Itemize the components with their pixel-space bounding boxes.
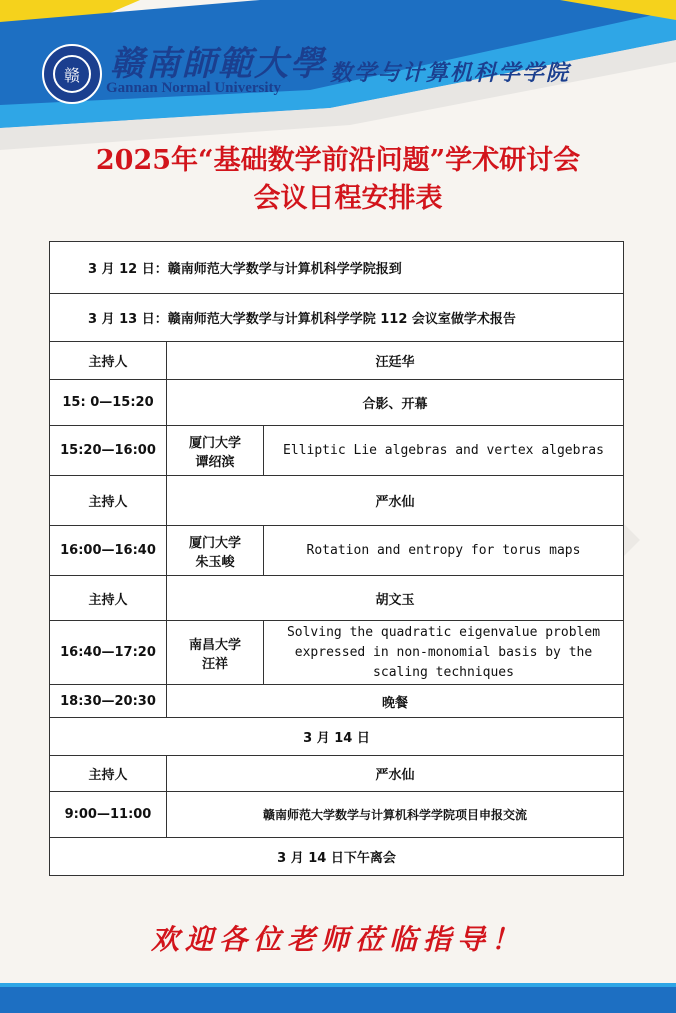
university-name-en: Gannan Normal University [106,80,282,96]
time-cell: 15:20—16:00 [50,426,167,476]
table-row [50,526,624,576]
time-cell: 16:40—17:20 [50,621,167,685]
table-row [50,685,624,718]
speaker-cell [167,426,264,476]
event-cell: 合影、开幕 [167,380,624,426]
chair-label: 主持人 [50,756,167,792]
table-row [50,838,624,876]
day1-registration: 3 月 12 日：赣南师范大学数学与计算机科学学院报到 [50,242,624,294]
speaker-org: 南昌大学 [188,637,241,653]
chair-name: 胡文玉 [167,576,624,621]
day2-venue: 3 月 13 日：赣南师范大学数学与计算机科学学院 112 会议室做学术报告 [50,294,624,342]
table-row [50,792,624,838]
conference-title: 2025年“基础数学前沿问题”学术研讨会 [95,145,581,176]
day3-heading: 3 月 14 日 [50,718,624,756]
table-row [50,476,624,526]
time-cell: 16:00—16:40 [50,526,167,576]
table-row [50,342,624,380]
speaker-name: 朱玉峻 [195,554,235,570]
seal-inner-ring [53,55,91,93]
college-name: 数学与计算机科学学院 [330,60,571,86]
talk-title: Rotation and entropy for torus maps [264,526,624,576]
table-row [50,380,624,426]
speaker-org: 厦门大学 [188,535,241,551]
table-row [50,576,624,621]
bottom-blue-bar [0,987,676,1013]
chair-name: 汪廷华 [167,342,624,380]
university-name-cn: 赣南師範大學 [110,44,326,84]
bottom-light-bar [0,983,676,987]
departure-cell: 3 月 14 日下午离会 [50,838,624,876]
table-row [50,426,624,476]
table-row [50,294,624,342]
speaker-name: 汪祥 [201,656,228,672]
table-row [50,621,624,685]
time-cell: 15: 0—15:20 [50,380,167,426]
chair-label: 主持人 [50,342,167,380]
chair-name: 严水仙 [167,756,624,792]
talk-title: Elliptic Lie algebras and vertex algebras [264,426,624,476]
speaker-cell [167,621,264,685]
speaker-cell [167,526,264,576]
time-cell: 18:30—20:30 [50,685,167,718]
schedule-table [49,241,624,876]
university-seal-logo [42,44,102,104]
chair-label: 主持人 [50,476,167,526]
chair-label: 主持人 [50,576,167,621]
event-cell: 赣南师范大学数学与计算机科学学院项目申报交流 [167,792,624,838]
time-cell: 9:00—11:00 [50,792,167,838]
table-row [50,756,624,792]
speaker-name: 谭绍滨 [195,454,235,470]
chair-name: 严水仙 [167,476,624,526]
table-row [50,718,624,756]
talk-title: Solving the quadratic eigenvalue problem expressed in non-monomial basis by the scaling techniques [264,621,624,685]
table-row [50,242,624,294]
schedule-title: 会议日程安排表 [253,183,443,214]
welcome-slogan: 欢迎各位老师莅临指导！ [150,923,525,956]
seal-glyph: 赣 [63,65,80,85]
speaker-org: 厦门大学 [188,435,241,451]
event-cell: 晚餐 [167,685,624,718]
